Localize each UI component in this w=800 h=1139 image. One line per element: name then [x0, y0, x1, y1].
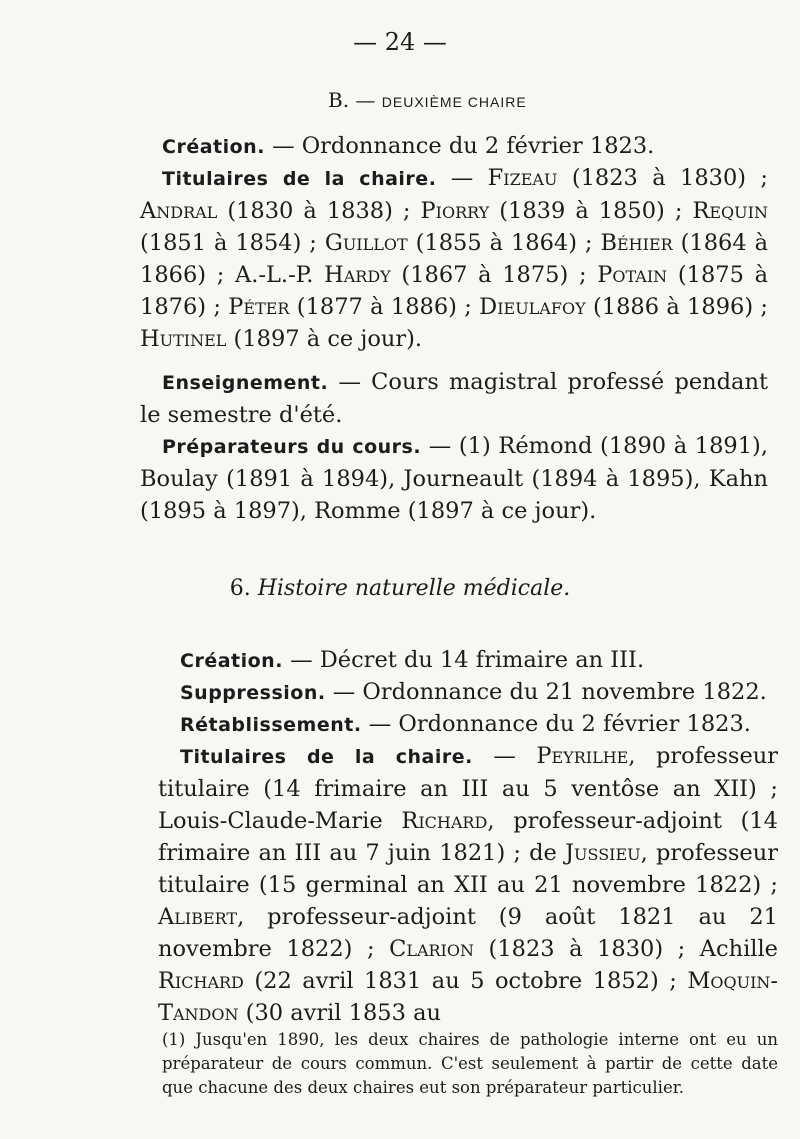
suppression-text: — Ordonnance du 21 novembre 1822. [325, 679, 767, 705]
section-heading [328, 88, 527, 112]
text-run: , professeur titulaire (15 germinal an XII au 21 novembre 1822) ; [158, 840, 778, 898]
retablissement-text: — Ordonnance du 2 février 1823. [361, 711, 751, 737]
histoire-creation-paragraph [158, 644, 778, 677]
text-run: (22 avril 1831 au 5 octobre 1852) ; [243, 968, 688, 994]
page-number: — 24 — [353, 28, 447, 56]
professor-name: Fizeau [487, 165, 558, 191]
creation-label: Création. [180, 650, 283, 672]
enseignement-paragraph [140, 366, 768, 431]
preparateurs-text: — (1) Rémond (1890 à 1891), Boulay (1891 à 1894), Journeault (1894 à 1895), Kahn (1895 à 1897), Romme (1897 à ce jour). [140, 433, 768, 524]
professor-name: Hardy [324, 262, 391, 288]
section-letter: B. — [328, 88, 382, 112]
text-run: (1823 à 1830) ; Achille [474, 936, 779, 962]
text-run: — [436, 165, 488, 191]
text-run: , professeur-adjoint (9 août 1821 au 21 novembre 1822) ; [158, 904, 778, 962]
professor-name: Guillot [324, 230, 408, 256]
text-run: (1897 à ce jour). [226, 326, 423, 352]
retablissement-label: Rétablissement. [180, 714, 362, 736]
text-run: , professeur titulaire (14 frimaire an III au 5 ventôse an XII) ; Louis-Claude-Marie [158, 743, 779, 834]
preparateurs-paragraph [140, 430, 768, 527]
text-run: (1839 à 1850) ; [489, 198, 693, 224]
titulaires-label: Titulaires de la chaire. [180, 746, 473, 768]
professor-name: Richard [158, 968, 244, 994]
enseignement-label: Enseignement. [162, 372, 329, 394]
professor-name: Béhier [600, 230, 673, 256]
professor-name: Péter [228, 294, 290, 320]
histoire-titulaires-paragraph [158, 740, 778, 1029]
section-title: DEUXIÈME CHAIRE [381, 94, 527, 110]
retablissement-paragraph [158, 708, 778, 741]
professor-name: Moquin-Tandon [158, 968, 778, 1026]
text-run: , professeur-adjoint (14 frimaire an III au 7 juin 1821) ; de [158, 808, 778, 866]
professor-name: Clarion [389, 936, 474, 962]
creation-label: Création. [162, 136, 265, 158]
professor-name: Dieulafoy [479, 294, 586, 320]
titulaires-paragraph [140, 162, 768, 355]
subsection-title: Histoire naturelle médicale. [257, 576, 571, 601]
text-run: — [472, 743, 537, 769]
professor-name: Alibert [158, 904, 238, 930]
subsection-heading [0, 576, 800, 601]
text-run: (1823 à 1830) ; [557, 165, 769, 191]
suppression-label: Suppression. [180, 682, 326, 704]
preparateurs-label: Préparateurs du cours. [162, 436, 422, 458]
creation-text: — Ordonnance du 2 février 1823. [264, 133, 655, 159]
professor-name: Peyrilhe [536, 743, 629, 769]
titulaires-label: Titulaires de la chaire. [162, 168, 437, 190]
suppression-paragraph [158, 676, 778, 709]
creation-paragraph [140, 130, 768, 163]
text-run: (1851 à 1854) ; [140, 230, 325, 256]
professor-name: Potain [597, 262, 668, 288]
professor-name: Piorry [420, 198, 490, 224]
text-run: (30 avril 1853 au [238, 1000, 441, 1026]
text-run: (1867 à 1875) ; [390, 262, 598, 288]
text-run: (1875 à 1876) ; [140, 262, 768, 320]
enseignement-text: — Cours magistral professé pendant le semestre d'été. [140, 369, 768, 428]
text-run: (1886 à 1896) ; [585, 294, 768, 320]
subsection-number: 6. [229, 576, 258, 601]
professor-name: Andral [140, 198, 218, 224]
footnote: (1) Jusqu'en 1890, les deux chaires de pathologie interne ont eu un préparateur de cours commun. C'est seulement à partir de cette date que chacune des deux chaires eut son préparateur particulier. [162, 1030, 778, 1097]
professor-name: Richard [401, 808, 488, 834]
professor-name: Requin [692, 198, 768, 224]
creation-text: — Décret du 14 frimaire an III. [282, 647, 645, 673]
text-run: (1855 à 1864) ; [407, 230, 601, 256]
text-run: (1830 à 1838) ; [217, 198, 421, 224]
professor-name: Hutinel [140, 326, 227, 352]
text-run: (1877 à 1886) ; [289, 294, 480, 320]
text-run: (1864 à 1866) ; A.-L.-P. [140, 230, 769, 288]
professor-name: Jussieu [565, 840, 641, 866]
